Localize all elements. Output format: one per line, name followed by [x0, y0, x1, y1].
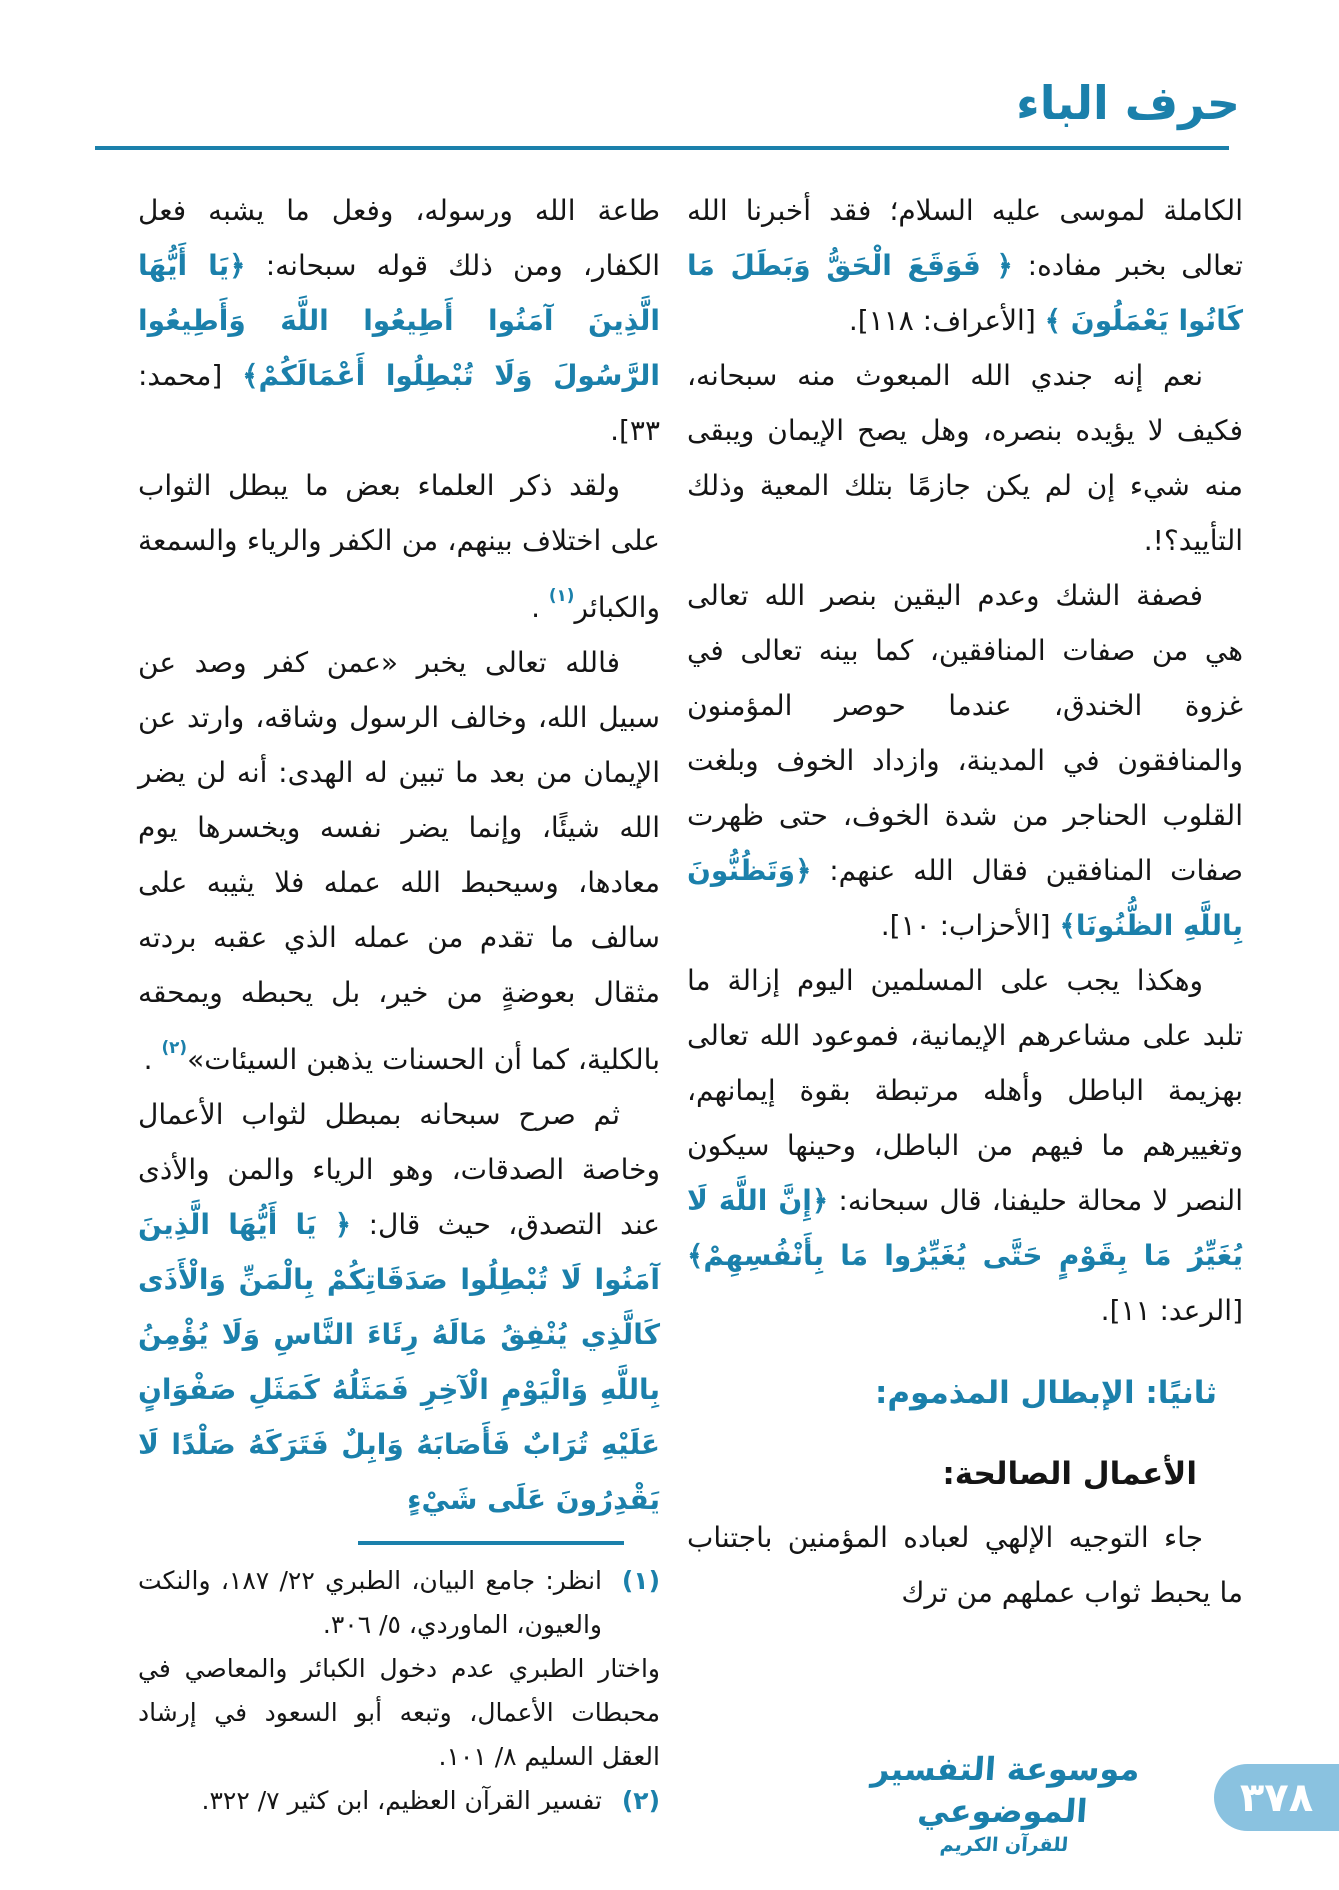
- footnote-marker: (١): [621, 1566, 660, 1595]
- paragraph: [687, 183, 1243, 348]
- body-text: .: [143, 1043, 162, 1076]
- footnote-ref: (١): [548, 585, 575, 605]
- footnote-text: انظر: جامع البيان، الطبري ٢٢/ ١٨٧، والنكت والعيون، الماوردي، ٥/ ٣٠٦.: [138, 1566, 603, 1639]
- paragraph: [687, 1510, 1243, 1620]
- body-text: [الأعراف: ١١٨].: [848, 304, 1045, 337]
- logo-subtitle: للقرآن الكريم: [939, 1834, 1069, 1856]
- footnote-marker: (٢): [621, 1786, 660, 1815]
- logo-title: موسوعة التفسير الموضوعي: [869, 1750, 1142, 1830]
- chapter-title: حرف الباء: [1016, 76, 1240, 130]
- footnote-text: تفسير القرآن العظيم، ابن كثير ٧/ ٣٢٢.: [201, 1786, 602, 1815]
- body-text: جاء التوجيه الإلهي لعباده المؤمنين باجتناب ما يحبط ثواب عملهم من ترك: [687, 1521, 1243, 1609]
- body-text: الكاملة لموسى عليه السلام؛ فقد أخبرنا الله تعالى بخبر مفاده:: [687, 194, 1244, 282]
- body-text: فصفة الشك وعدم اليقين بنصر الله تعالى هي من صفات المنافقين، كما بينه تعالى في غزوة الخندق، عندما حوصر المؤمنون والمنافقون في المدينة، وازداد الخوف وبلغت القلوب الحناجر من شدة الخوف، حتى ظهرت صفات المنافقين فقال الله عنهم:: [687, 579, 1243, 887]
- sub-heading: [687, 1447, 1243, 1502]
- paragraph: [687, 568, 1243, 953]
- body-text: [محمد: ٣٣].: [138, 359, 660, 447]
- body-text: .: [531, 591, 549, 624]
- body-text: ولقد ذكر العلماء بعض ما يبطل الثواب على اختلاف بينهم، من الكفر والرياء والسمعة والكبائر: [138, 469, 660, 624]
- footnote-ref: (٢): [161, 1037, 188, 1057]
- paragraph: [138, 458, 660, 635]
- footnote-continuation: واختار الطبري عدم دخول الكبائر والمعاصي في محبطات الأعمال، وتبعه أبو السعود في إرشاد العقل السليم ٨/ ١٠١.: [138, 1654, 660, 1771]
- quran-verse: ﴿وَتَظُنُّونَ بِاللَّهِ الظُّنُونَا﴾: [687, 854, 1243, 942]
- page-number: ٣٧٨: [1239, 1774, 1314, 1821]
- quran-verse: ﴿ فَوَقَعَ الْحَقُّ وَبَطَلَ مَا كَانُوا يَعْمَلُونَ ﴾: [687, 249, 1243, 337]
- body-text: طاعة الله ورسوله، وفعل ما يشبه فعل الكفار، ومن ذلك قوله سبحانه:: [138, 194, 660, 282]
- section-heading: [687, 1366, 1243, 1421]
- paragraph: [687, 953, 1243, 1338]
- header-rule: [95, 146, 1229, 150]
- body-text: ثانيًا: الإبطال المذموم:: [875, 1375, 1217, 1411]
- column-right: [687, 183, 1243, 1620]
- body-text: نعم إنه جندي الله المبعوث منه سبحانه، فكيف لا يؤيده بنصره، وهل يصح الإيمان ويبقى منه شيء إن لم يكن جازمًا بتلك المعية وذلك التأييد؟!.: [687, 359, 1243, 557]
- body-text: وهكذا يجب على المسلمين اليوم إزالة ما تلبد على مشاعرهم الإيمانية، فموعود الله تعالى بهزيمة الباطل وأهله مرتبطة بقوة إيمانهم، وتغييرهم ما فيهم من الباطل، وحينها سيكون النصر لا محالة حليفنا، قال سبحانه:: [687, 964, 1243, 1217]
- body-text: [الرعد: ١١].: [1100, 1294, 1243, 1327]
- page-number-badge: [1214, 1764, 1339, 1831]
- column-left: [138, 183, 660, 1823]
- footnote-separator: [358, 1541, 624, 1545]
- body-text: فالله تعالى يخبر «عمن كفر وصد عن سبيل الله، وخالف الرسول وشاقه، وارتد عن الإيمان من بعد ما تبين له الهدى: أنه لن يضر الله شيئًا، وإنما يضر نفسه ويخسرها يوم معادها، وسيحبط الله عمله فلا يثيبه على سالف ما تقدم من عمله الذي عقبه بردته مثقال بعوضةٍ من خير، بل يحبطه ويمحقه بالكلية، كما أن الحسنات يذهبن السيئات»: [138, 646, 660, 1076]
- paragraph: [138, 183, 660, 458]
- quran-verse: ﴿ يَا أَيُّهَا الَّذِينَ آمَنُوا لَا تُبْطِلُوا صَدَقَاتِكُمْ بِالْمَنِّ وَالْأَذَى كَالَّذِي يُنْفِقُ مَالَهُ رِئَاءَ النَّاسِ وَلَا يُؤْمِنُ بِاللَّهِ وَالْيَوْمِ الْآخِرِ فَمَثَلُهُ كَمَثَلِ صَفْوَانٍ عَلَيْهِ تُرَابٌ فَأَصَابَهُ وَابِلٌ فَتَرَكَهُ صَلْدًا لَا يَقْدِرُونَ عَلَى شَيْءٍ: [138, 1208, 660, 1516]
- body-text: ثم صرح سبحانه بمبطل لثواب الأعمال وخاصة الصدقات، وهو الرياء والمن والأذى عند التصدق، حيث قال:: [138, 1098, 660, 1241]
- paragraph: [138, 1087, 660, 1527]
- paragraph: [687, 348, 1243, 568]
- body-text: [الأحزاب: ١٠].: [880, 909, 1060, 942]
- publisher-logo: [834, 1748, 1174, 1858]
- quran-verse: ﴿إِنَّ اللَّهَ لَا يُغَيِّرُ مَا بِقَوْمٍ حَتَّى يُغَيِّرُوا مَا بِأَنْفُسِهِمْ﴾: [687, 1184, 1243, 1272]
- quran-verse: ﴿يَا أَيُّهَا الَّذِينَ آمَنُوا أَطِيعُوا اللَّهَ وَأَطِيعُوا الرَّسُولَ وَلَا تُبْطِلُوا أَعْمَالَكُمْ﴾: [138, 249, 660, 392]
- body-text: الأعمال الصالحة:: [942, 1456, 1197, 1492]
- footnote-item: [138, 1779, 660, 1823]
- paragraph: [138, 635, 660, 1087]
- footnote-item: [138, 1559, 660, 1647]
